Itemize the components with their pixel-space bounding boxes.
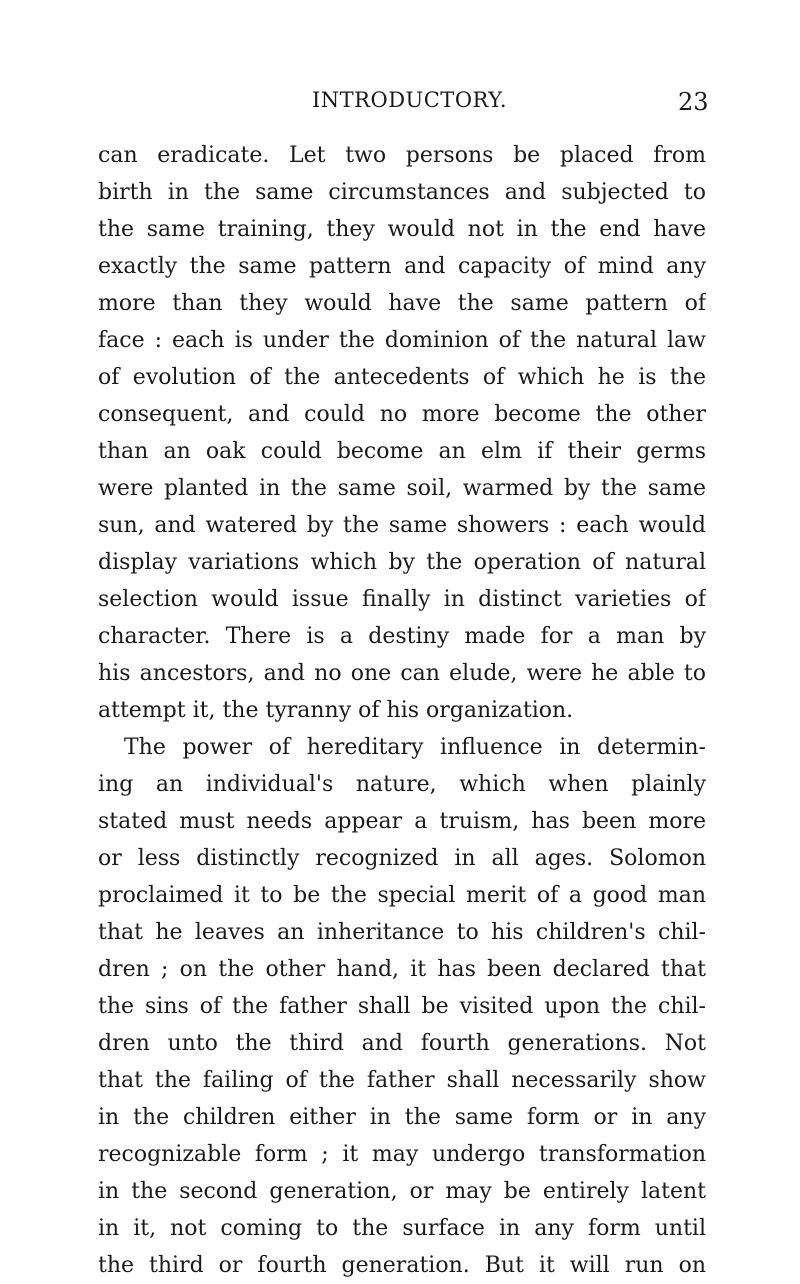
text-line: recognizable form ; it may undergo transformation [98,1142,706,1167]
text-line: the same training, they would not in the end have [98,217,706,242]
page-number: 23 [678,88,709,116]
text-line: consequent, and could no more become the other [98,402,706,427]
text-line: display variations which by the operation of natural [98,550,706,575]
text-line: in the children either in the same form or in any [98,1105,706,1130]
text-line: were planted in the same soil, warmed by the same [98,476,706,501]
text-line: sun, and watered by the same showers : each would [98,513,706,538]
text-line: selection would issue finally in distinct varieties of [98,587,706,612]
text-line: in it, not coming to the surface in any form until [98,1216,706,1241]
text-line: the third or fourth generation. But it will run on [98,1253,706,1278]
text-line: that the failing of the father shall necessarily show [98,1068,706,1093]
text-line: stated must needs appear a truism, has been more [98,809,706,834]
text-line: that he leaves an inheritance to his children's chil- [98,920,706,945]
text-line: birth in the same circumstances and subjected to [98,180,706,205]
text-line: exactly the same pattern and capacity of mind any [98,254,706,279]
body-text [98,137,706,1284]
running-title: INTRODUCTORY. [312,88,508,112]
text-line: proclaimed it to be the special merit of a good man [98,883,706,908]
text-line: his ancestors, and no one can elude, were he able to [98,661,706,686]
text-line: face : each is under the dominion of the natural law [98,328,706,353]
text-line: more than they would have the same pattern of [98,291,706,316]
text-line: dren unto the third and fourth generations. Not [98,1031,706,1056]
text-line: dren ; on the other hand, it has been declared that [98,957,706,982]
text-line: than an oak could become an elm if their germs [98,439,706,464]
text-line: in the second generation, or may be entirely latent [98,1179,706,1204]
text-line-paragraph-start: The power of hereditary influence in determin- [124,735,706,760]
text-line: can eradicate. Let two persons be placed from [98,143,706,168]
text-line: character. There is a destiny made for a man by [98,624,706,649]
text-line: the sins of the father shall be visited upon the chil- [98,994,706,1019]
text-line: or less distinctly recognized in all ages. Solomon [98,846,706,871]
text-line: of evolution of the antecedents of which he is the [98,365,706,390]
text-line: ing an individual's nature, which when plainly [98,772,706,797]
text-line-paragraph-end: attempt it, the tyranny of his organization. [98,698,574,723]
